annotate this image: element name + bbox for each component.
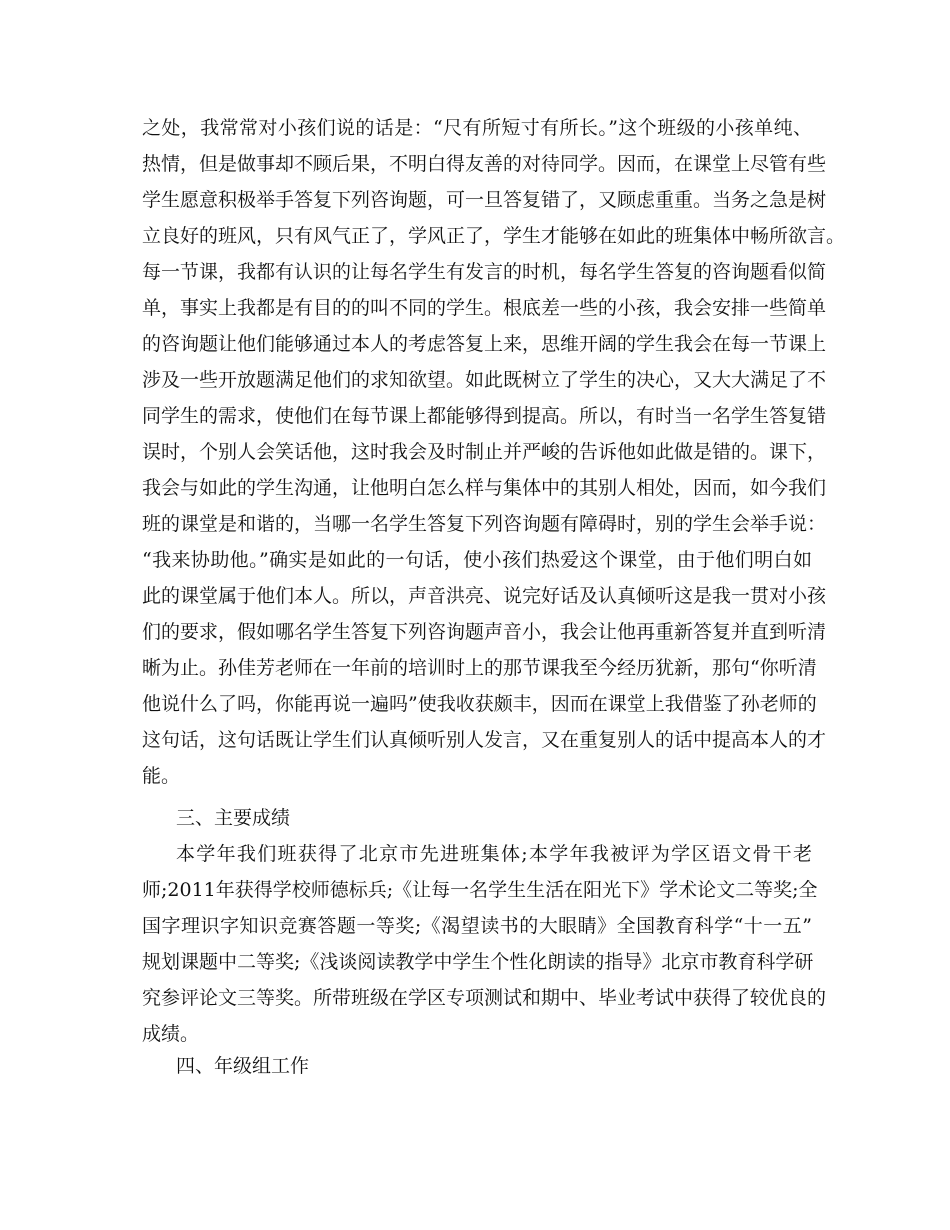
paragraph-line: 这句话，这句话既让学生们认真倾听别人发言，又在重复别人的话中提高本人的才 bbox=[142, 729, 827, 751]
paragraph-line: 同学生的需求，使他们在每节课上都能够得到提高。所以，有时当一名学生答复错 bbox=[142, 405, 827, 427]
paragraph-line: 此的课堂属于他们本人。所以，声音洪亮、说完好话及认真倾听这是我一贯对小孩 bbox=[142, 585, 827, 607]
section-heading-achievements: 三、主要成绩 bbox=[176, 807, 291, 829]
paragraph-line: 之处，我常常对小孩们说的话是：“尺有所短寸有所长。”这个班级的小孩单纯、 bbox=[142, 117, 812, 139]
paragraph-line: 规划课题中二等奖;《浅谈阅读教学中学生个性化朗读的指导》北京市教育科学研 bbox=[142, 951, 814, 973]
paragraph-classroom bbox=[142, 110, 846, 794]
paragraph-line: 立良好的班风，只有风气正了，学风正了，学生才能够在如此的班集体中畅所欲言。 bbox=[142, 225, 846, 247]
paragraph-line: 能。 bbox=[142, 765, 181, 787]
paragraph-line: “我来协助他。”确实是如此的一句话，使小孩们热爱这个课堂，由于他们明白如 bbox=[142, 549, 812, 571]
paragraph-line: 师;2011年获得学校师德标兵;《让每一名学生生活在阳光下》学术论文二等奖;全 bbox=[142, 879, 818, 901]
paragraph-line: 误时，个别人会笑话他，这时我会及时制止并严峻的告诉他如此做是错的。课下， bbox=[142, 441, 827, 463]
paragraph-line: 每一节课，我都有认识的让每名学生有发言的时机，每名学生答复的咨询题看似简 bbox=[142, 261, 827, 283]
paragraph-line: 国字理识字知识竞赛答题一等奖;《渴望读书的大眼睛》全国教育科学“十一五” bbox=[142, 915, 812, 937]
paragraph-line: 班的课堂是和谐的，当哪一名学生答复下列咨询题有障碍时，别的学生会举手说： bbox=[142, 513, 827, 535]
paragraph-line: 晰为止。孙佳芳老师在一年前的培训时上的那节课我至今经历犹新，那句“你听清 bbox=[142, 657, 817, 679]
paragraph-line: 的咨询题让他们能够通过本人的考虑答复上来，思维开阔的学生我会在每一节课上 bbox=[142, 333, 827, 355]
paragraph-line: 我会与如此的学生沟通，让他明白怎么样与集体中的其别人相处，因而，如今我们 bbox=[142, 477, 827, 499]
paragraph-line: 热情，但是做事却不顾后果，不明白得友善的对待同学。因而，在课堂上尽管有些 bbox=[142, 153, 827, 175]
paragraph-line: 学生愿意积极举手答复下列咨询题，可一旦答复错了，又顾虑重重。当务之急是树 bbox=[142, 189, 827, 211]
paragraph-line: 单，事实上我都是有目的的叫不同的学生。根底差一些的小孩，我会安排一些简单 bbox=[142, 297, 827, 319]
paragraph-line: 他说什么了吗，你能再说一遍吗”使我收获颇丰，因而在课堂上我借鉴了孙老师的 bbox=[142, 693, 817, 715]
paragraph-achievements bbox=[142, 836, 827, 1052]
paragraph-line: 涉及一些开放题满足他们的求知欲望。如此既树立了学生的决心，又大大满足了不 bbox=[142, 369, 827, 391]
paragraph-line: 究参评论文三等奖。所带班级在学区专项测试和期中、毕业考试中获得了较优良的 bbox=[142, 987, 827, 1009]
section-heading-grade-group: 四、年级组工作 bbox=[176, 1055, 310, 1077]
paragraph-line: 成绩。 bbox=[142, 1023, 200, 1045]
paragraph-line: 本学年我们班获得了北京市先进班集体;本学年我被评为学区语文骨干老 bbox=[176, 843, 812, 865]
paragraph-line: 们的要求，假如哪名学生答复下列咨询题声音小，我会让他再重新答复并直到听清 bbox=[142, 621, 827, 643]
